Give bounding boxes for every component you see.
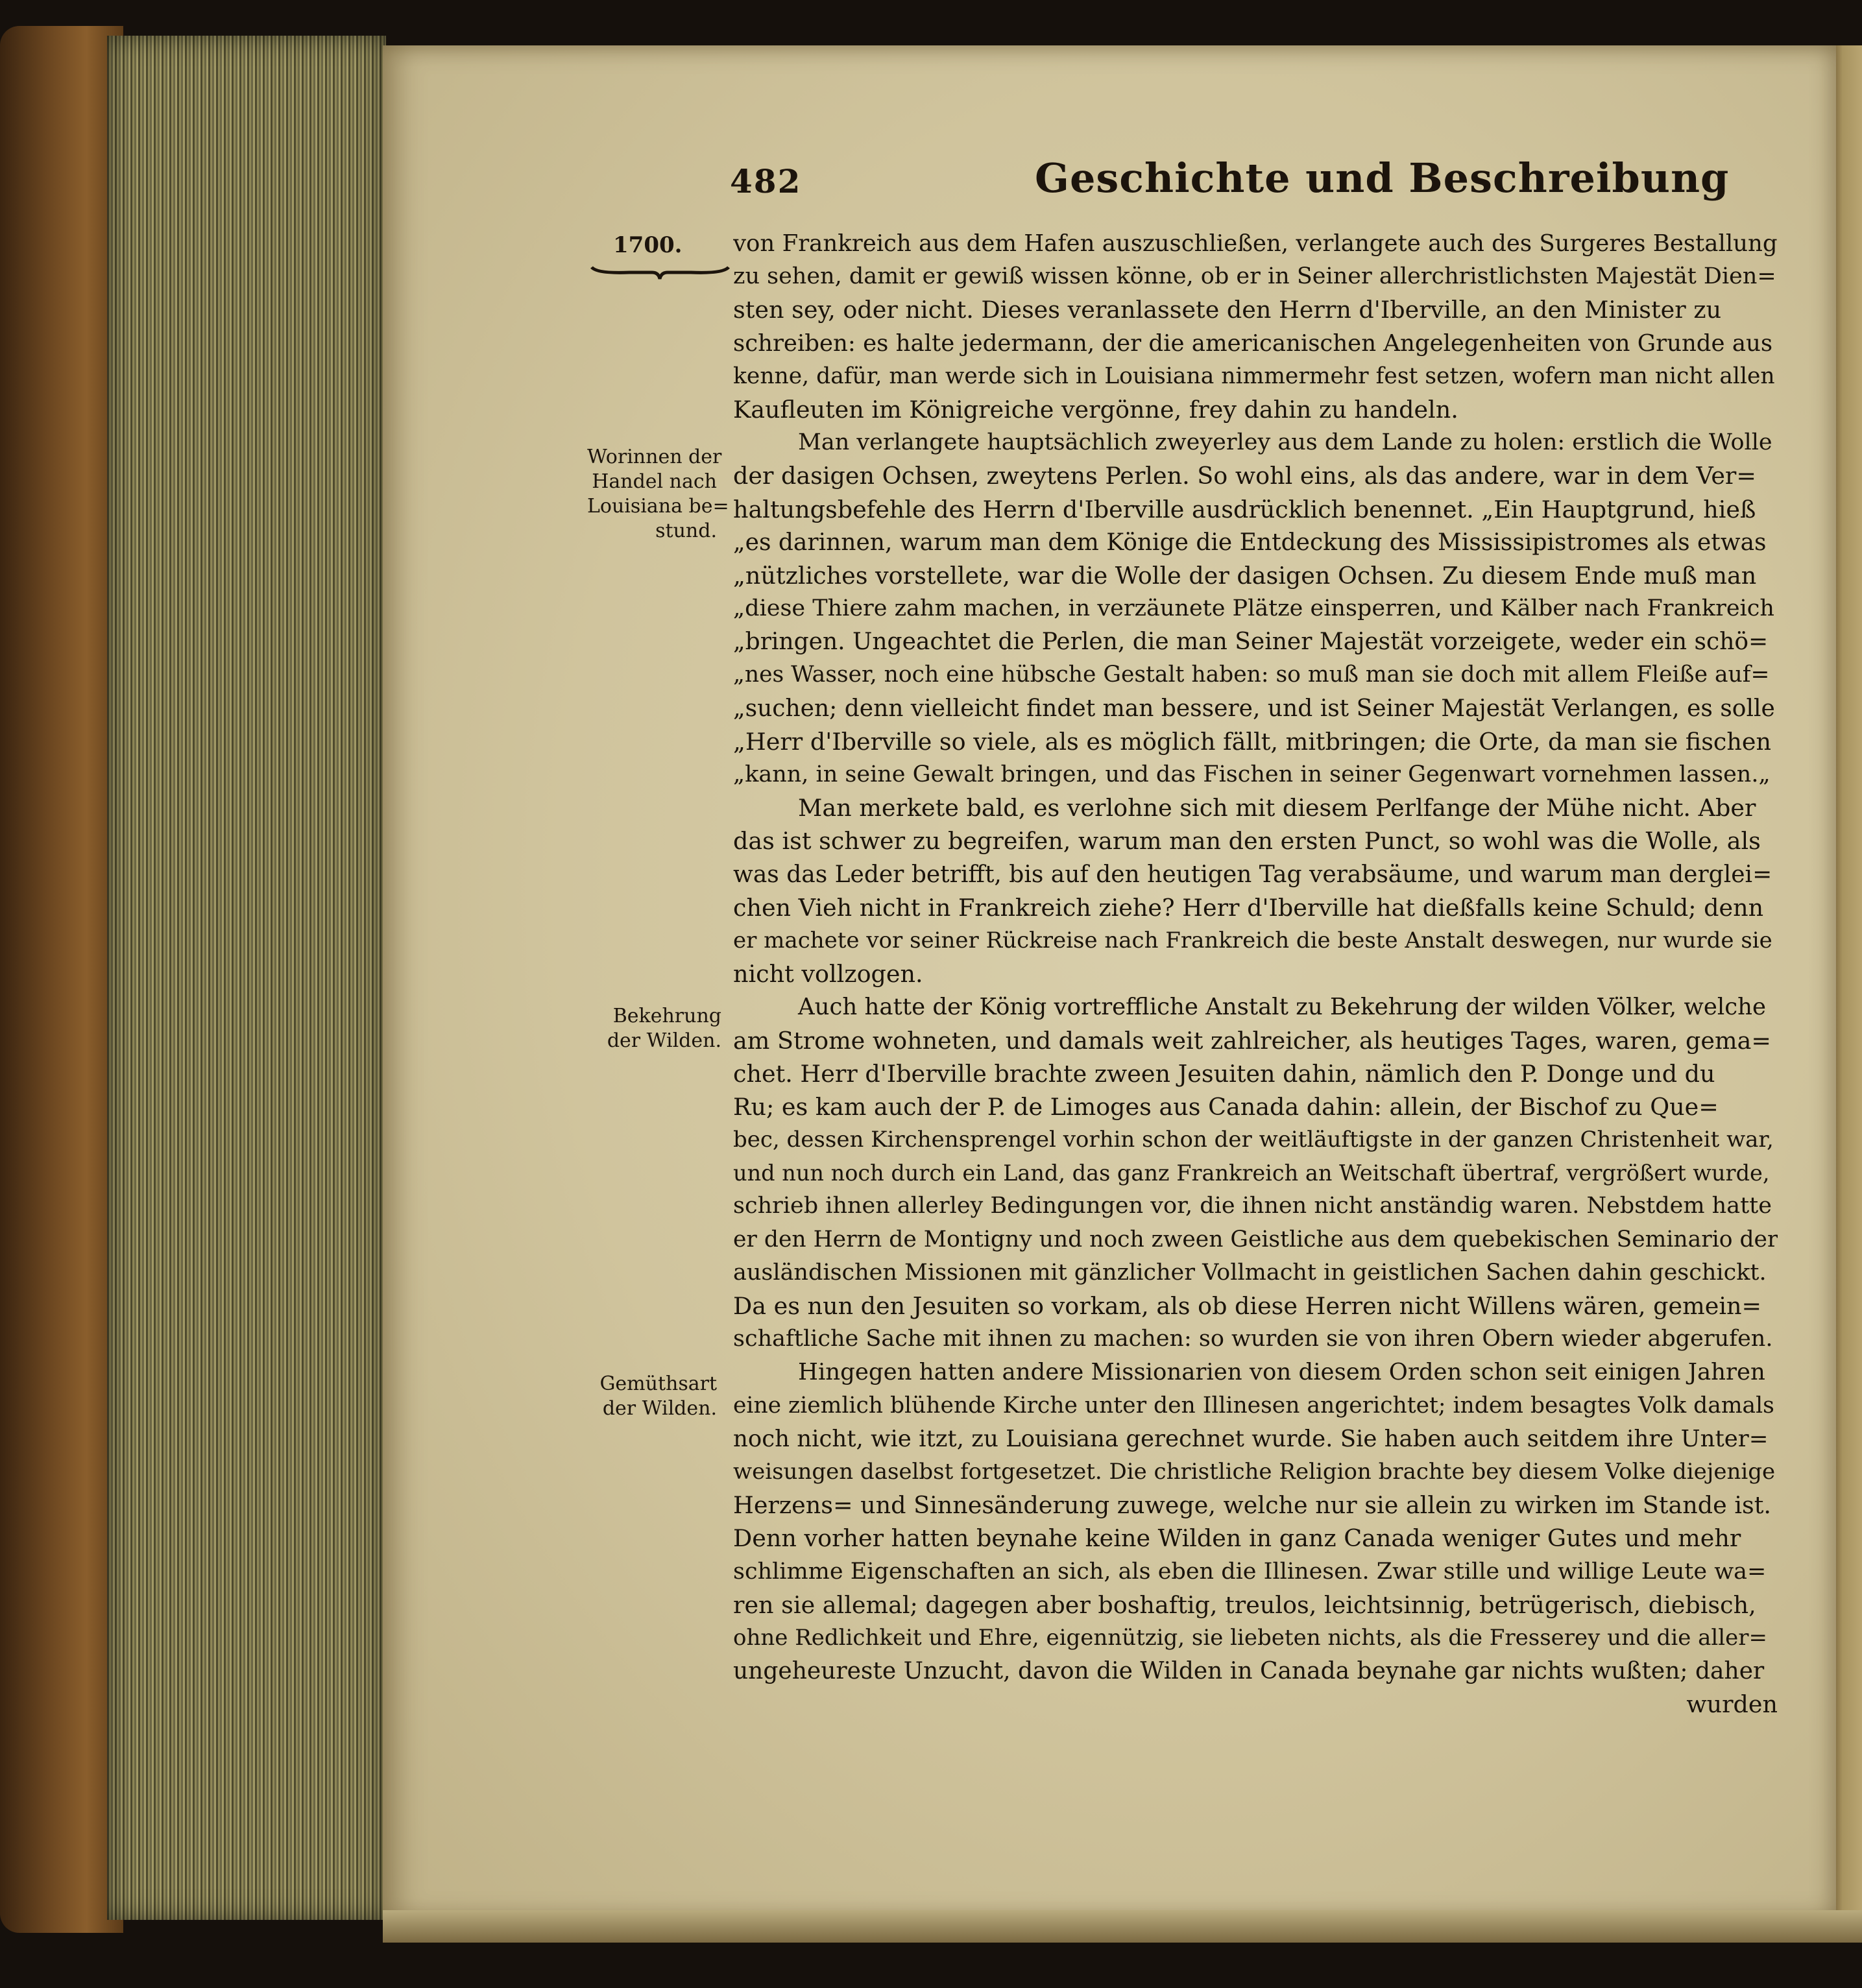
text-line: Kaufleuten im Königreiche vergönne, frey dahin zu handeln. (733, 395, 1458, 424)
body-text (733, 227, 1778, 1721)
text-line: ungeheureste Unzucht, davon die Wilden in Canada beynahe gar nichts wußten; daher (733, 1658, 1765, 1685)
page-bottom-edge (383, 1910, 1862, 1943)
margin-note-line: Worinnen der (587, 446, 722, 468)
text-line: er machete vor seiner Rückreise nach Frankreich die beste Anstalt deswegen, nur wurde sie (733, 927, 1772, 953)
page-number: 482 (730, 162, 802, 200)
text-line: ausländischen Missionen mit gänzlicher Vollmacht in geistlichen Sachen dahin geschickt. (733, 1259, 1767, 1286)
text-line: „nützliches vorstellete, war die Wolle der dasigen Ochsen. Zu diesem Ende muß man (733, 561, 1757, 590)
text-line: und nun noch durch ein Land, das ganz Frankreich an Weitschaft übertraf, vergrößert wurde, (733, 1160, 1770, 1186)
text-line: was das Leder betrifft, bis auf den heutigen Tag verabsäume, und warum man derglei= (733, 861, 1772, 888)
margin-note-line: Louisiana be= (587, 495, 729, 518)
text-line: „bringen. Ungeachtet die Perlen, die man Seiner Majestät vorzeigete, weder ein schö= (733, 629, 1769, 656)
year-marginal: 1700. (613, 232, 683, 258)
margin-note-handel (587, 445, 729, 544)
text-line: der dasigen Ochsen, zweytens Perlen. So wohl eins, als das andere, war in dem Ver= (733, 462, 1756, 490)
margin-note-line: der Wilden. (602, 1397, 717, 1420)
text-line: Hingegen hatten andere Missionarien von diesem Orden schon seit einigen Jahren (798, 1359, 1765, 1386)
text-line: Da es nun den Jesuiten so vorkam, als ob diese Herren nicht Willens wären, gemein= (733, 1292, 1762, 1320)
running-title: Geschichte und Beschreibung (1035, 154, 1730, 202)
margin-note-line: Bekehrung (612, 1005, 721, 1027)
margin-note-line: der Wilden. (607, 1029, 721, 1052)
text-line: Auch hatte der König vortreffliche Anstalt zu Bekehrung der wilden Völker, welche (798, 994, 1766, 1021)
margin-note-line: Gemüthsart (599, 1372, 717, 1395)
page-edges (107, 36, 386, 1920)
text-line: „es darinnen, warum man dem Könige die Entdeckung des Mississipistromes als etwas (733, 529, 1767, 556)
text-line: bec, dessen Kirchensprengel vorhin schon der weitläuftigste in der ganzen Christenheit war, (733, 1127, 1774, 1153)
text-line: „Herr d'Iberville so viele, als es möglich fällt, mitbringen; die Orte, da man sie fischen (733, 727, 1771, 756)
margin-note-line: stund. (655, 520, 717, 542)
margin-note-line: Handel nach (592, 470, 717, 493)
leather-cover (0, 26, 123, 1933)
margin-note-gemuethsart (587, 1372, 717, 1421)
text-line: nicht vollzogen. (733, 960, 923, 988)
text-line: „suchen; denn vielleicht findet man bessere, und ist Seiner Majestät Verlangen, es solle (733, 695, 1775, 722)
text-line: wurden (1686, 1690, 1778, 1719)
text-line: schaftliche Sache mit ihnen zu machen: so wurden sie von ihren Obern wieder abgerufen. (733, 1326, 1773, 1352)
text-line: „kann, in seine Gewalt bringen, und das Fischen in seiner Gegenwart vornehmen lassen.„ (733, 761, 1771, 787)
text-line: ren sie allemal; dagegen aber boshaftig, treulos, leichtsinnig, betrügerisch, diebisch, (733, 1590, 1756, 1619)
text-line: er den Herrn de Montigny und noch zween Geistliche aus dem quebekischen Seminario der (733, 1226, 1778, 1252)
text-line: „diese Thiere zahm machen, in verzäunete Plätze einsperren, und Kälber nach Frankreich (733, 595, 1774, 622)
text-line: das ist schwer zu begreifen, warum man den ersten Punct, so wohl was die Wolle, als (733, 827, 1761, 856)
text-line: noch nicht, wie itzt, zu Louisiana gerechnet wurde. Sie haben auch seitdem ihre Unter= (733, 1425, 1769, 1452)
text-line: Denn vorher hatten beynahe keine Wilden in ganz Canada weniger Gutes und mehr (733, 1524, 1741, 1553)
brace-ornament (590, 265, 730, 280)
text-line: haltungsbefehle des Herrn d'Iberville ausdrücklich benennet. „Ein Hauptgrund, hieß (733, 495, 1756, 523)
text-line: eine ziemlich blühende Kirche unter den Illinesen angerichtet; indem besagtes Volk damals (733, 1392, 1774, 1419)
text-line: Herzens= und Sinnesänderung zuwege, welche nur sie allein zu wirken im Stande ist. (733, 1491, 1771, 1520)
text-line: ohne Redlichkeit und Ehre, eigennützig, sie liebeten nichts, als die Fresserey und die aller= (733, 1624, 1767, 1651)
text-line: Man verlangete hauptsächlich zweyerley aus dem Lande zu holen: erstlich die Wolle (798, 429, 1772, 456)
text-line: weisungen daselbst fortgesetzet. Die christliche Religion brachte bey diesem Volke diejenige (733, 1458, 1776, 1485)
text-line: „nes Wasser, noch eine hübsche Gestalt haben: so muß man sie doch mit allem Fleiße auf= (733, 662, 1770, 688)
text-line: von Frankreich aus dem Hafen auszuschließen, verlangete auch des Surgeres Bestallung (733, 230, 1778, 257)
text-line: chen Vieh nicht in Frankreich ziehe? Herr d'Iberville hat dießfalls keine Schuld; denn (733, 893, 1764, 922)
text-line: schrieb ihnen allerley Bedingungen vor, die ihnen nicht anständig waren. Nebstdem hatte (733, 1193, 1772, 1219)
text-line: kenne, dafür, man werde sich in Louisiana nimmermehr fest setzen, wofern man nicht allen (733, 363, 1775, 389)
text-line: am Strome wohneten, und damals weit zahlreicher, als heutiges Tages, waren, gema= (733, 1026, 1771, 1055)
text-line: Ru; es kam auch der P. de Limoges aus Canada dahin: allein, der Bischof zu Que= (733, 1092, 1719, 1121)
page-header (730, 154, 1781, 206)
text-line: schreiben: es halte jedermann, der die americanischen Angelegenheiten von Grunde aus (733, 329, 1773, 357)
text-line: sten sey, oder nicht. Dieses veranlassete den Herrn d'Iberville, an den Minister zu (733, 296, 1722, 324)
text-line: Man merkete bald, es verlohne sich mit diesem Perlfange der Mühe nicht. Aber (798, 794, 1756, 822)
text-line: chet. Herr d'Iberville brachte zween Jesuiten dahin, nämlich den P. Donge und du (733, 1059, 1715, 1088)
text-line: zu sehen, damit er gewiß wissen könne, ob er in Seiner allerchristlichsten Majestät Dien= (733, 263, 1776, 290)
margin-note-bekehrung (592, 1004, 721, 1053)
text-line: schlimme Eigenschaften an sich, als eben die Illinesen. Zwar stille und willige Leute wa= (733, 1558, 1767, 1585)
